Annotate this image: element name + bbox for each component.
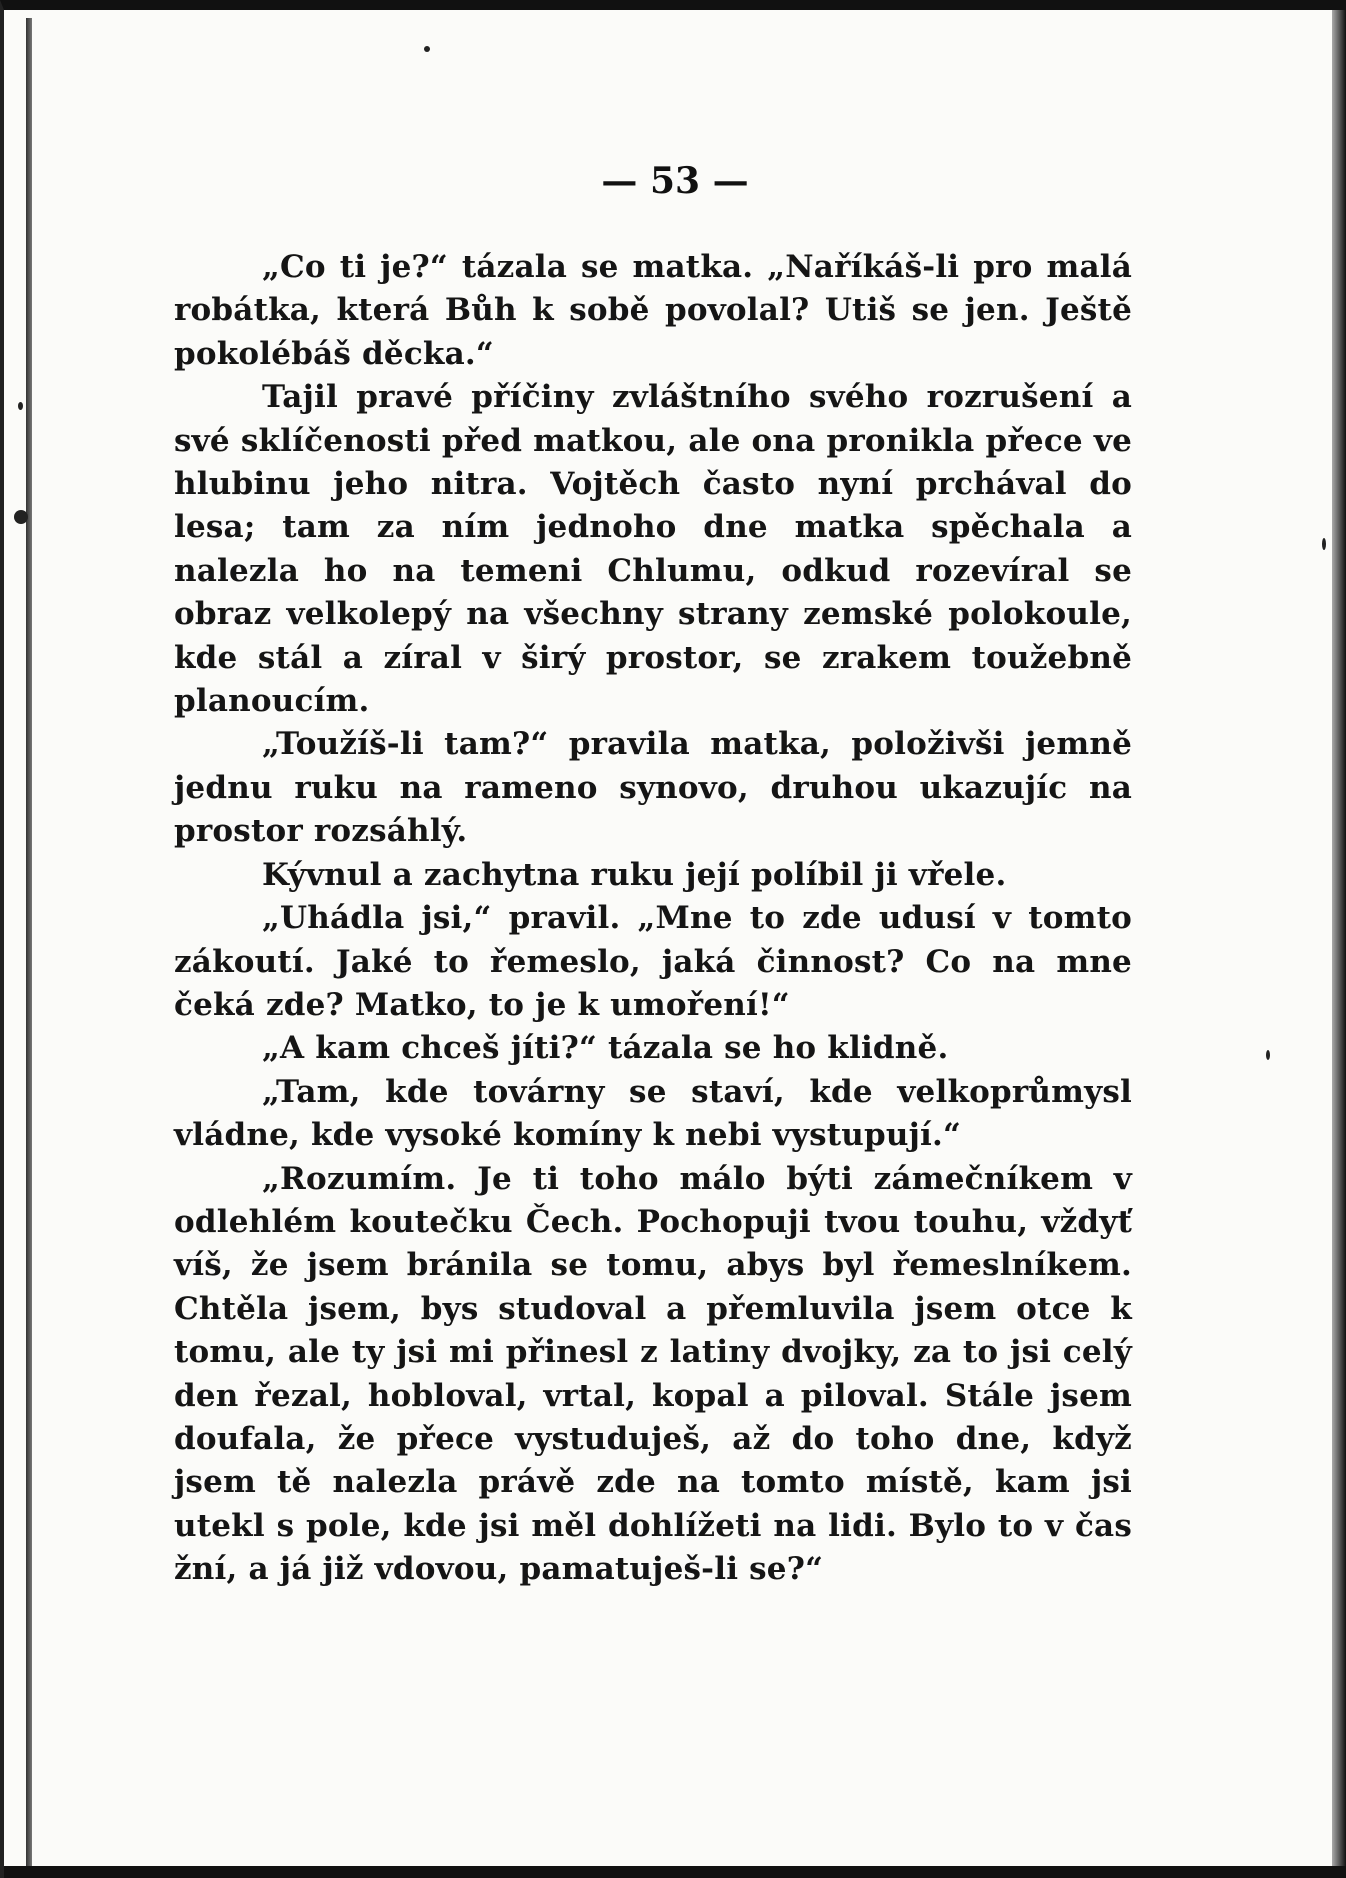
print-speck — [1266, 1050, 1270, 1060]
paragraph: „Tam, kde továrny se staví, kde velkoprůmysl vládne, kde vysoké komíny k nebi vystupují.“ — [174, 1073, 1132, 1154]
print-speck — [14, 510, 28, 524]
print-speck — [18, 402, 23, 410]
print-speck — [424, 46, 430, 52]
page-number: — 53 — — [601, 160, 749, 202]
print-speck — [1322, 538, 1326, 550]
paragraph: Tajil pravé příčiny zvláštního svého rozrušení a své sklíčenosti před matkou, ale ona pronikla přece ve hlubinu jeho nitra. Vojtěch často nyní prchával do lesa; tam za ním jednoho dne matka spěchala a nalezla ho na temeni Chlumu, odkud rozevíral se obraz velkolepý na všechny strany zemské polokoule, kde stál a zíral v širý prostor, se zrakem toužebně planoucím. — [174, 379, 1132, 720]
body-text — [174, 246, 1132, 1592]
paragraph: „Co ti je?“ tázala se matka. „Naříkáš-li pro malá robátka, která Bůh k sobě povolal? Utiš se jen. Ještě pokolébáš děcka.“ — [174, 249, 1132, 372]
paragraph: „Uhádla jsi,“ pravil. „Mne to zde udusí v tomto zákoutí. Jaké to řemeslo, jaká činnost? Co na mne čeká zde? Matko, to je k umoření!“ — [174, 900, 1132, 1023]
paragraph: Kývnul a zachytna ruku její políbil ji vřele. — [262, 856, 1007, 893]
page-bottom-edge — [4, 1866, 1346, 1878]
paragraph: „A kam chceš jíti?“ tázala se ho klidně. — [262, 1030, 949, 1067]
paragraph: „Toužíš-li tam?“ pravila matka, položivši jemně jednu ruku na rameno synovo, druhou ukazujíc na prostor rozsáhlý. — [174, 726, 1132, 850]
page-right-edge — [1332, 10, 1346, 1878]
page-left-edge — [26, 18, 32, 1878]
paragraph: „Rozumím. Je ti toho málo býti zámečníkem v odlehlém koutečku Čech. Pochopuji tvou touhu, vždyť víš, že jsem bránila se tomu, abys byl řemeslníkem. Chtěla jsem, bys studoval a přemluvila jsem otce k tomu, ale ty jsi mi přinesl z latiny dvojky, za to jsi celý den řezal, hobloval, vrtal, kopal a piloval. Stále jsem doufala, že přece vystuduješ, až do toho dne, když jsem tě nalezla právě zde na tomto místě, kam jsi utekl s pole, kde jsi měl dohlížeti na lidi. Bylo to v čas žní, a já již vdovou, pamatuješ-li se?“ — [174, 1160, 1132, 1588]
